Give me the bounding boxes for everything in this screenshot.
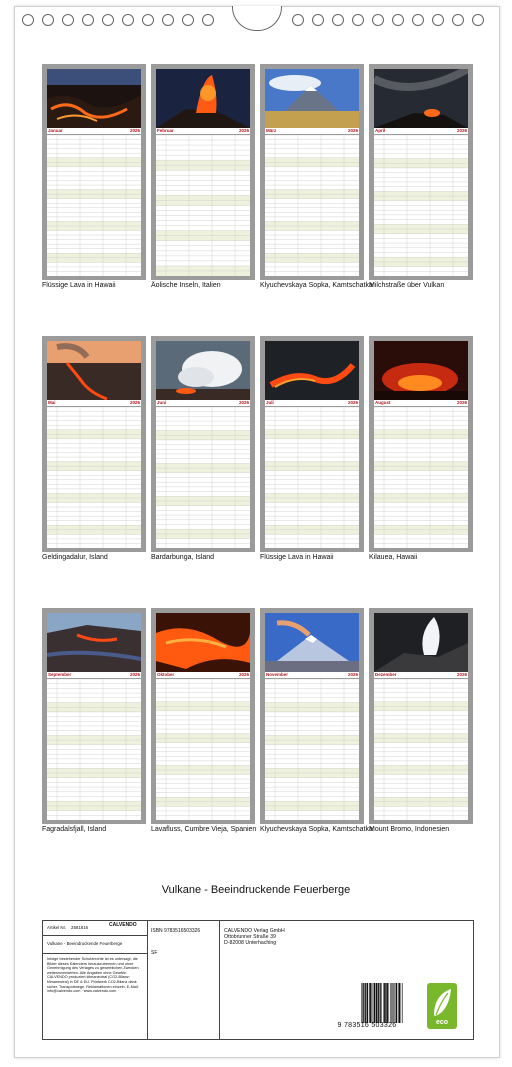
orange-lava-photo xyxy=(156,613,250,672)
month-year: 2026 xyxy=(456,128,467,133)
day-grid xyxy=(265,135,359,276)
calendar-title: Vulkane - Beeindruckende Feuerberge xyxy=(161,884,351,896)
month-name: März xyxy=(266,128,277,133)
month-year: 2026 xyxy=(456,400,467,405)
legal-text: Infolge bestehender Schutzrechte ist es untersagt, die Bilder dieses Kalenders herauszutrennen und ohne Genehmigung des Verlages zu gewerblichen Zwecken weiterzuverwerten. Alle Angaben ohne Gewähr. CALVENDO produziert klimaneutral (CO2-Bilanz: klimaneutral) in DE & EU. Printwerk CO2-Bilanz dank sicher. Transportwege. Reklamationen einzeln. E-Mail: info@calvendo.com · www.calvendo.com xyxy=(47,957,139,994)
month-name: Oktober xyxy=(157,672,175,677)
binding-hole xyxy=(312,14,324,26)
publisher-address: CALVENDO Verlag GmbH Ottobrunner Straße 39 D-82008 Unterhaching xyxy=(224,928,285,947)
month-name: April xyxy=(375,128,386,133)
binding-hole xyxy=(62,14,74,26)
binding-hole xyxy=(42,14,54,26)
binding-hole xyxy=(22,14,34,26)
photo-caption: Klyuchevskaya Sopka, Kamtschatka xyxy=(260,282,373,289)
photo-caption: Äolische Inseln, Italien xyxy=(151,282,221,289)
isbn: ISBN 9783516503326 xyxy=(151,928,201,934)
binding-hole xyxy=(182,14,194,26)
month-header xyxy=(374,672,468,678)
month-frame xyxy=(42,64,146,280)
month-header xyxy=(265,128,359,134)
month-year: 2026 xyxy=(347,128,358,133)
photo-caption: Bardarbunga, Island xyxy=(151,554,215,561)
milky-way-volcano-photo xyxy=(374,69,468,128)
month-header xyxy=(156,400,250,406)
photo-caption: Kilauea, Hawaii xyxy=(369,554,418,561)
month-frame xyxy=(369,64,473,280)
binding-hole xyxy=(372,14,384,26)
month-header xyxy=(47,128,141,134)
lava-river-sunset-photo xyxy=(47,341,141,400)
photo-caption: Geldingadalur, Island xyxy=(42,554,108,561)
lava-closeup-photo xyxy=(265,341,359,400)
day-grid xyxy=(265,407,359,548)
day-grid xyxy=(47,679,141,820)
month-header xyxy=(374,128,468,134)
month-year: 2026 xyxy=(347,672,358,677)
month-year: 2026 xyxy=(456,672,467,677)
article-number: 2581816 xyxy=(71,925,89,930)
red-eruption-photo xyxy=(374,341,468,400)
binding-hole xyxy=(162,14,174,26)
month-frame xyxy=(260,64,364,280)
month-name: November xyxy=(266,672,289,677)
day-grid xyxy=(47,407,141,548)
month-header xyxy=(47,672,141,678)
product-code: SF xyxy=(151,950,158,956)
day-grid xyxy=(374,135,468,276)
day-grid xyxy=(265,679,359,820)
day-grid xyxy=(374,407,468,548)
month-frame xyxy=(42,608,146,824)
month-header xyxy=(265,672,359,678)
barcode-digits: 9 783516 503326 xyxy=(337,1022,397,1029)
month-name: Dezember xyxy=(375,672,397,677)
month-frame xyxy=(260,608,364,824)
binding-hole xyxy=(82,14,94,26)
bromo-smoke-photo xyxy=(374,613,468,672)
photo-caption: Lavafluss, Cumbre Vieja, Spanien xyxy=(151,826,257,833)
photo-caption: Milchstraße über Vulkan xyxy=(369,282,445,289)
day-grid xyxy=(47,135,141,276)
binding-hole xyxy=(202,14,214,26)
month-year: 2026 xyxy=(238,400,249,405)
binding-hole xyxy=(352,14,364,26)
month-year: 2026 xyxy=(129,400,140,405)
snowy-volcano-photo xyxy=(265,69,359,128)
binding-hole xyxy=(432,14,444,26)
lava-field-photo xyxy=(47,613,141,672)
photo-caption: Flüssige Lava in Hawaii xyxy=(260,554,334,561)
month-year: 2026 xyxy=(129,128,140,133)
eco-label: eco xyxy=(435,1019,449,1026)
month-name: Januar xyxy=(48,128,63,133)
binding-hole xyxy=(452,14,464,26)
month-name: Februar xyxy=(157,128,174,133)
month-name: August xyxy=(375,400,391,405)
info-box xyxy=(42,920,474,1040)
month-name: Juli xyxy=(266,400,274,405)
month-year: 2026 xyxy=(347,400,358,405)
lava-flow-dark-photo xyxy=(47,69,141,128)
month-year: 2026 xyxy=(129,672,140,677)
binding-hole xyxy=(292,14,304,26)
month-name: Juni xyxy=(157,400,167,405)
binding-hole xyxy=(142,14,154,26)
binding-hole xyxy=(332,14,344,26)
binding-hole xyxy=(122,14,134,26)
month-frame xyxy=(369,336,473,552)
month-frame xyxy=(151,64,255,280)
month-header xyxy=(47,400,141,406)
product-name: Vulkane - Beeindruckende Feuerberge xyxy=(47,941,123,946)
month-frame xyxy=(42,336,146,552)
month-header xyxy=(374,400,468,406)
photo-caption: Mount Bromo, Indonesien xyxy=(369,826,450,833)
month-frame xyxy=(151,608,255,824)
day-grid xyxy=(374,679,468,820)
day-grid xyxy=(156,407,250,548)
binding-hole xyxy=(102,14,114,26)
binding-hole xyxy=(412,14,424,26)
month-header xyxy=(156,672,250,678)
month-name: Mai xyxy=(48,400,56,405)
volcano-cone-photo xyxy=(265,613,359,672)
eco-badge xyxy=(427,983,457,1029)
day-grid xyxy=(156,135,250,276)
calvendo-logo: CALVENDO xyxy=(109,922,137,928)
month-frame xyxy=(151,336,255,552)
month-year: 2026 xyxy=(238,672,249,677)
article-label: Artikel Nr. xyxy=(47,925,67,930)
binding-hole xyxy=(472,14,484,26)
month-year: 2026 xyxy=(238,128,249,133)
binding-hole xyxy=(392,14,404,26)
day-grid xyxy=(156,679,250,820)
month-header xyxy=(265,400,359,406)
eruption-night-photo xyxy=(156,69,250,128)
month-name: September xyxy=(48,672,72,677)
photo-caption: Klyuchevskaya Sopka, Kamtschatka xyxy=(260,826,373,833)
photo-caption: Fagradalsfjall, Island xyxy=(42,826,107,833)
month-frame xyxy=(369,608,473,824)
month-header xyxy=(156,128,250,134)
steam-cloud-photo xyxy=(156,341,250,400)
photo-caption: Flüssige Lava in Hawaii xyxy=(42,282,116,289)
month-frame xyxy=(260,336,364,552)
